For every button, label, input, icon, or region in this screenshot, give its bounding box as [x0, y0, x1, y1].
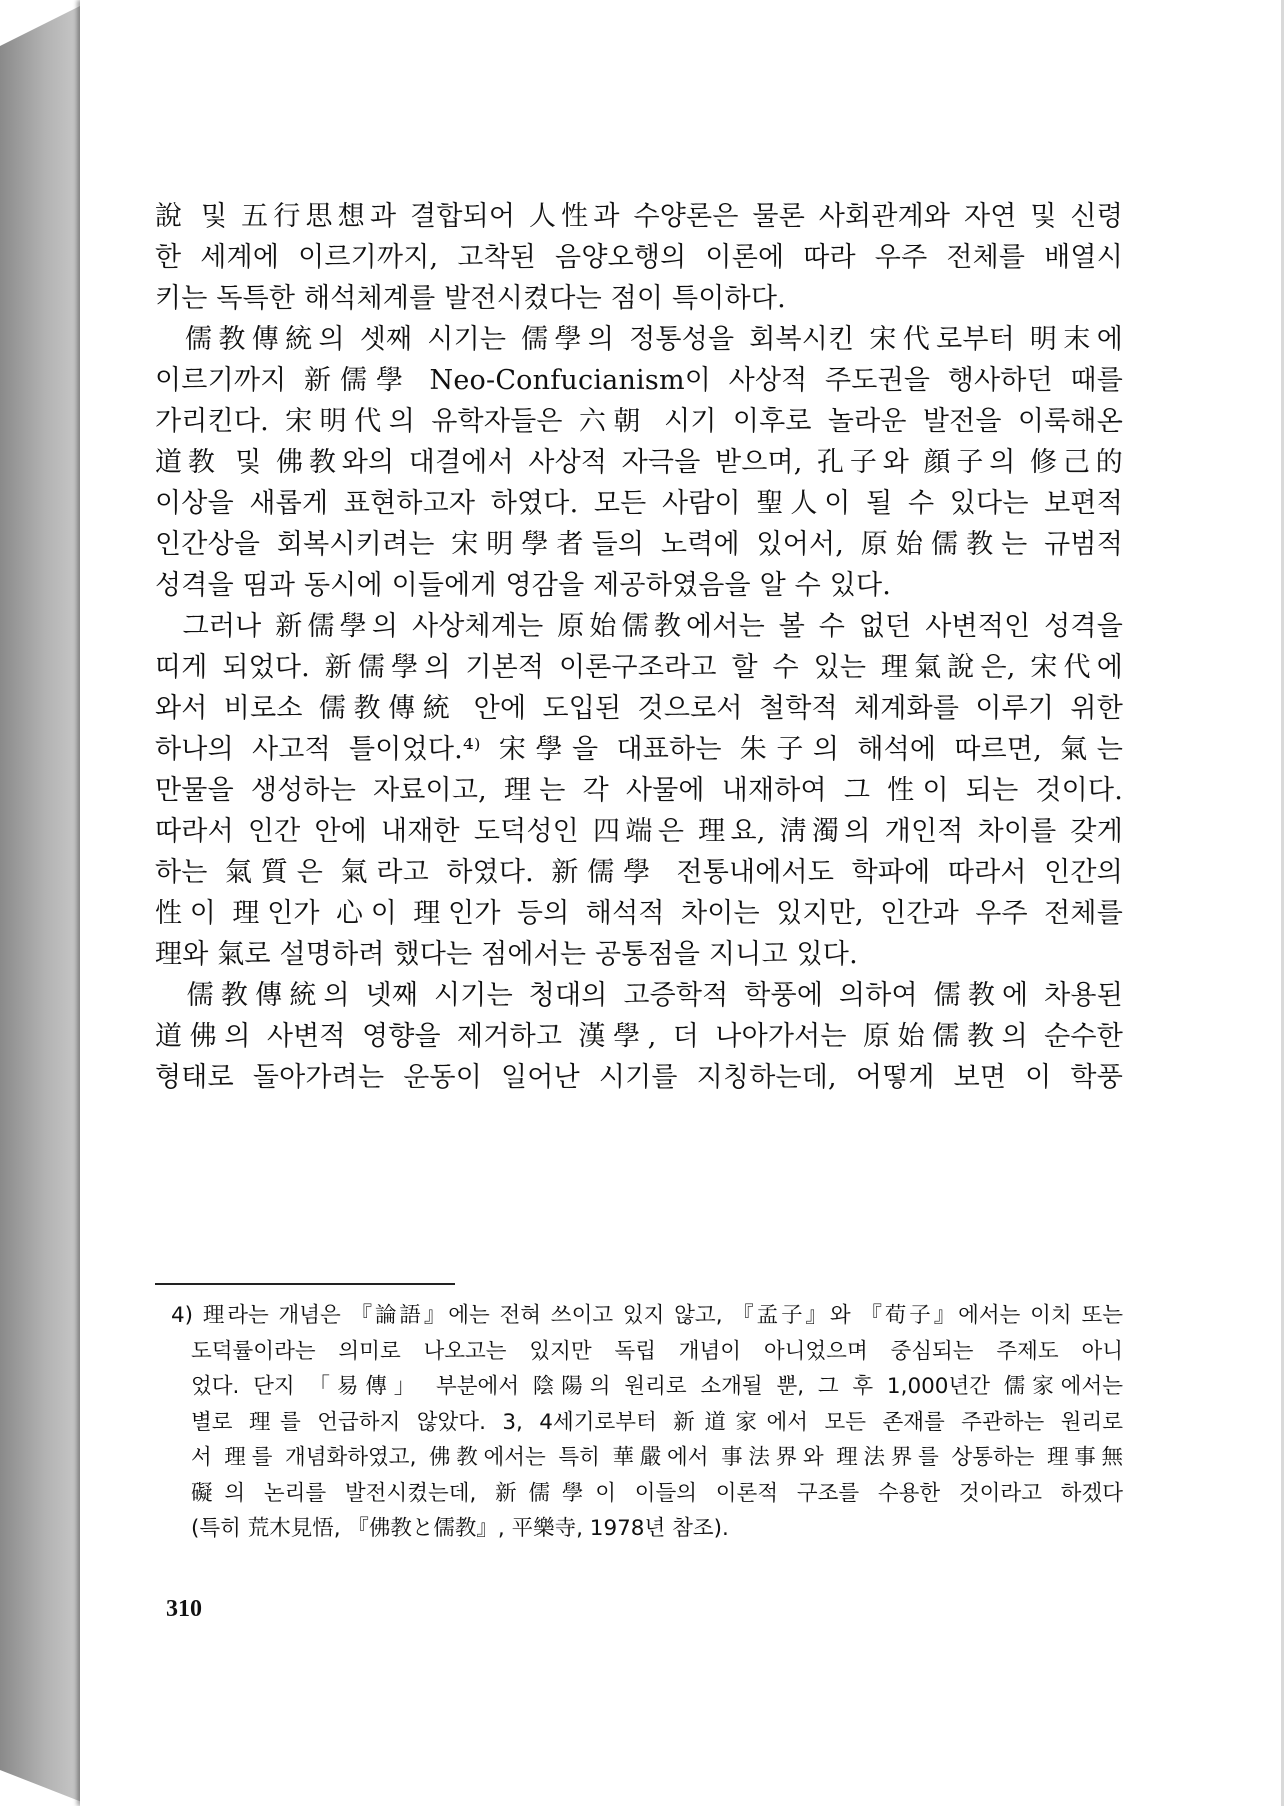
footnote-line: 서 理를 개념화하였고, 佛教에서는 특히 華嚴에서 事法界와 理法界를 상통하는 理事無 [191, 1445, 1123, 1470]
text-line: 가리킨다. 宋明代의 유학자들은 六朝 시기 이후로 놀라운 발전을 이룩해온 [155, 406, 1123, 437]
text-line: 키는 독특한 해석체계를 발전시켰다는 점이 특이하다. [155, 283, 786, 314]
text-line: 이상을 새롭게 표현하고자 하였다. 모든 사람이 聖人이 될 수 있다는 보편적 [155, 488, 1123, 519]
text-line: 따라서 인간 안에 내재한 도덕성인 四端은 理요, 淸濁의 개인적 차이를 갖게 [155, 816, 1123, 847]
text-line: 와서 비로소 儒教傳統 안에 도입된 것으로서 철학적 체계화를 이루기 위한 [155, 693, 1123, 724]
text-line: 하는 氣質은 氣라고 하였다. 新儒學 전통내에서도 학파에 따라서 인간의 [155, 857, 1123, 888]
text-line: 형태로 돌아가려는 운동이 일어난 시기를 지칭하는데, 어떻게 보면 이 학풍 [155, 1062, 1123, 1093]
text-line: 성격을 띰과 동시에 이들에게 영감을 제공하였음을 알 수 있다. [155, 570, 892, 601]
text-line: 하나의 사고적 틀이었다.⁴⁾ 宋學을 대표하는 朱子의 해석에 따르면, 氣는 [155, 734, 1123, 765]
main-text [155, 196, 1123, 1098]
text-line: 儒教傳統의 셋째 시기는 儒學의 정통성을 회복시킨 宋代로부터 明末에 [155, 324, 1123, 355]
paragraph-1 [155, 196, 1123, 319]
text-line: 儒教傳統의 넷째 시기는 청대의 고증학적 학풍에 의하여 儒教에 차용된 [155, 980, 1123, 1011]
footnote-line: 礙의 논리를 발전시켰는데, 新儒學이 이들의 이론적 구조를 수용한 것이라고 하겠다 [191, 1480, 1123, 1506]
text-line: 이르기까지 新儒學 Neo-Confucianism이 사상적 주도권을 행사하던 때를 [155, 365, 1123, 396]
footnote-line: 었다. 단지 「易傳」 부분에서 陰陽의 원리로 소개될 뿐, 그 후 1,000년간 儒家에서는 [191, 1374, 1123, 1399]
text-line: 인간상을 회복시키려는 宋明學者들의 노력에 있어서, 原始儒教는 규범적 [155, 529, 1123, 560]
footnote-line: 4) 理라는 개념은 『論語』에는 전혀 쓰이고 있지 않고, 『孟子』와 『荀子』에서는 이치 또는 [171, 1303, 1123, 1328]
footnote-block [171, 1298, 1123, 1547]
footnote-line: 별로 理를 언급하지 않았다. 3, 4세기로부터 新道家에서 모든 존재를 주관하는 원리로 [191, 1409, 1123, 1435]
footnote-divider [155, 1283, 455, 1285]
paragraph-4 [155, 975, 1123, 1098]
paragraph-2 [155, 319, 1123, 606]
text-line: 道教 및 佛教와의 대결에서 사상적 자극을 받으며, 孔子와 顔子의 修己的 [155, 447, 1123, 478]
text-line: 만물을 생성하는 자료이고, 理는 각 사물에 내재하여 그 性이 되는 것이다. [155, 775, 1123, 806]
page-number: 310 [166, 1596, 202, 1622]
text-line: 說 및 五行思想과 결합되어 人性과 수양론은 물론 사회관계와 자연 및 신령 [155, 201, 1123, 232]
text-line: 한 세계에 이르기까지, 고착된 음양오행의 이론에 따라 우주 전체를 배열시 [155, 242, 1123, 273]
text-line: 性이 理인가 心이 理인가 등의 해석적 차이는 있지만, 인간과 우주 전체를 [155, 898, 1123, 929]
footnote-line: (특히 荒木見悟, 『佛教と儒教』, 平樂寺, 1978년 참조). [191, 1516, 729, 1541]
paragraph-3 [155, 606, 1123, 975]
text-line: 그러나 新儒學의 사상체계는 原始儒教에서는 볼 수 없던 사변적인 성격을 [155, 611, 1123, 642]
text-line: 띠게 되었다. 新儒學의 기본적 이론구조라고 할 수 있는 理氣說은, 宋代에 [155, 652, 1123, 683]
footnote-line: 도덕률이라는 의미로 나오고는 있지만 독립 개념이 아니었으며 중심되는 주제도 아니 [191, 1338, 1123, 1364]
book-spine [0, 0, 92, 1806]
text-line: 道佛의 사변적 영향을 제거하고 漢學, 더 나아가서는 原始儒教의 순수한 [155, 1021, 1123, 1052]
text-line: 理와 氣로 설명하려 했다는 점에서는 공통점을 지니고 있다. [155, 939, 858, 970]
